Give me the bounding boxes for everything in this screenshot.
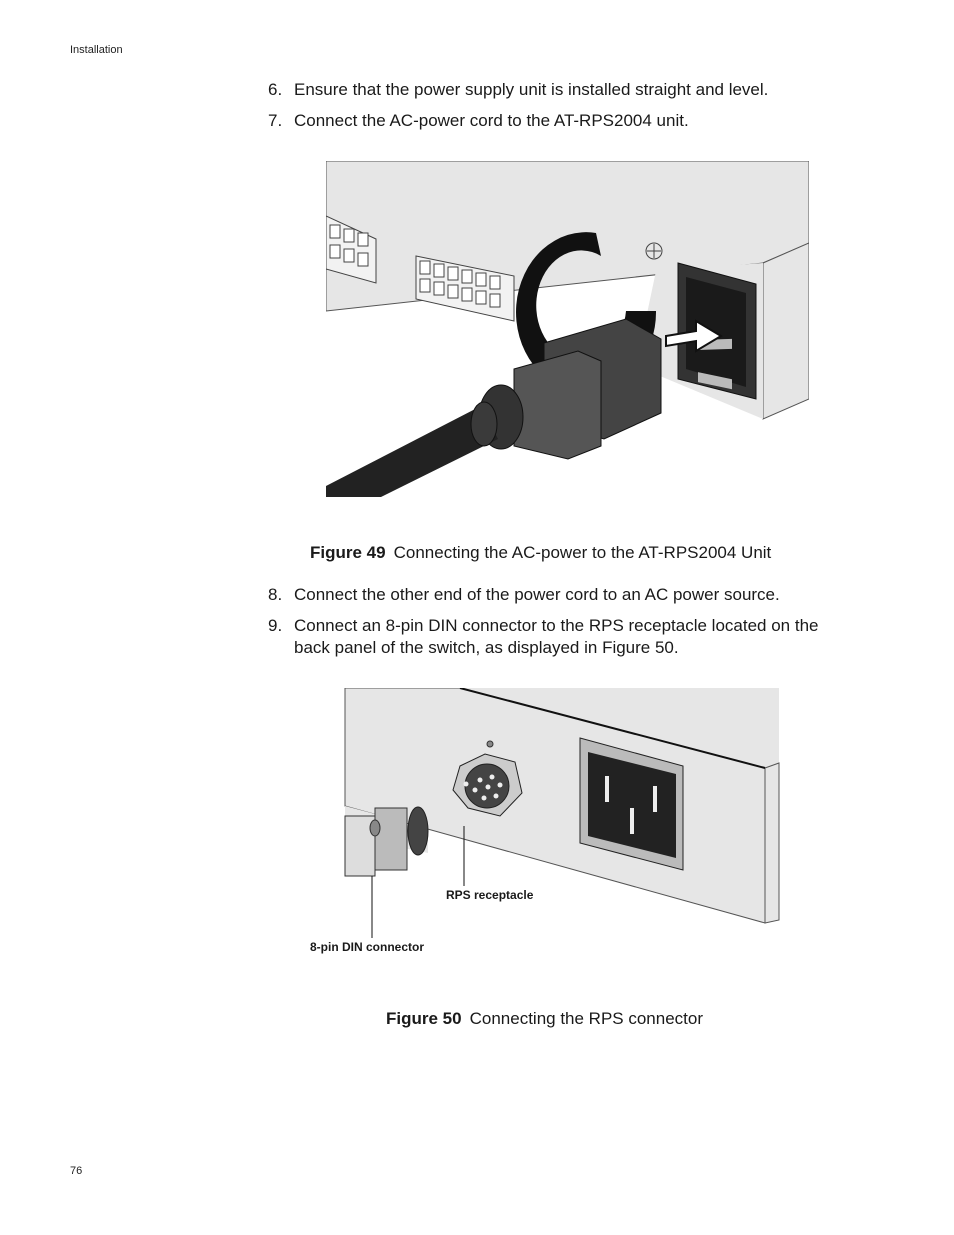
step-text: Connect the AC-power cord to the AT-RPS2004 unit. <box>294 111 689 130</box>
rps-receptacle-label: RPS receptacle <box>446 888 534 902</box>
step-6 <box>268 79 848 101</box>
figure-49-label: Figure 49 <box>310 543 386 562</box>
din-connector-label: 8-pin DIN connector <box>310 940 425 954</box>
step-text: Ensure that the power supply unit is installed straight and level. <box>294 80 769 99</box>
step-text: Connect the other end of the power cord to an AC power source. <box>294 585 780 604</box>
running-header: Installation <box>70 44 123 56</box>
figure-50-label: Figure 50 <box>386 1009 462 1028</box>
ac-inlet <box>678 263 756 399</box>
step-8 <box>268 584 848 606</box>
figure-50-caption <box>386 1009 703 1029</box>
step-text: Connect an 8-pin DIN connector to the RPS receptacle located on the back panel of the switch, as displayed in Figure 50. <box>294 616 819 657</box>
step-number: 8. <box>268 585 283 604</box>
figure-49-caption-text: Connecting the AC-power to the AT-RPS2004 Unit <box>393 543 772 562</box>
step-7 <box>268 110 848 132</box>
step-number: 6. <box>268 80 283 99</box>
step-9 <box>268 615 848 659</box>
figure-49-illustration <box>326 161 809 497</box>
figure-50-caption-text: Connecting the RPS connector <box>469 1009 704 1028</box>
page-number: 76 <box>70 1165 83 1177</box>
step-number: 7. <box>268 111 283 130</box>
figure-50-illustration <box>300 688 780 963</box>
step-number: 9. <box>268 616 283 635</box>
figure-49-caption <box>310 543 771 563</box>
